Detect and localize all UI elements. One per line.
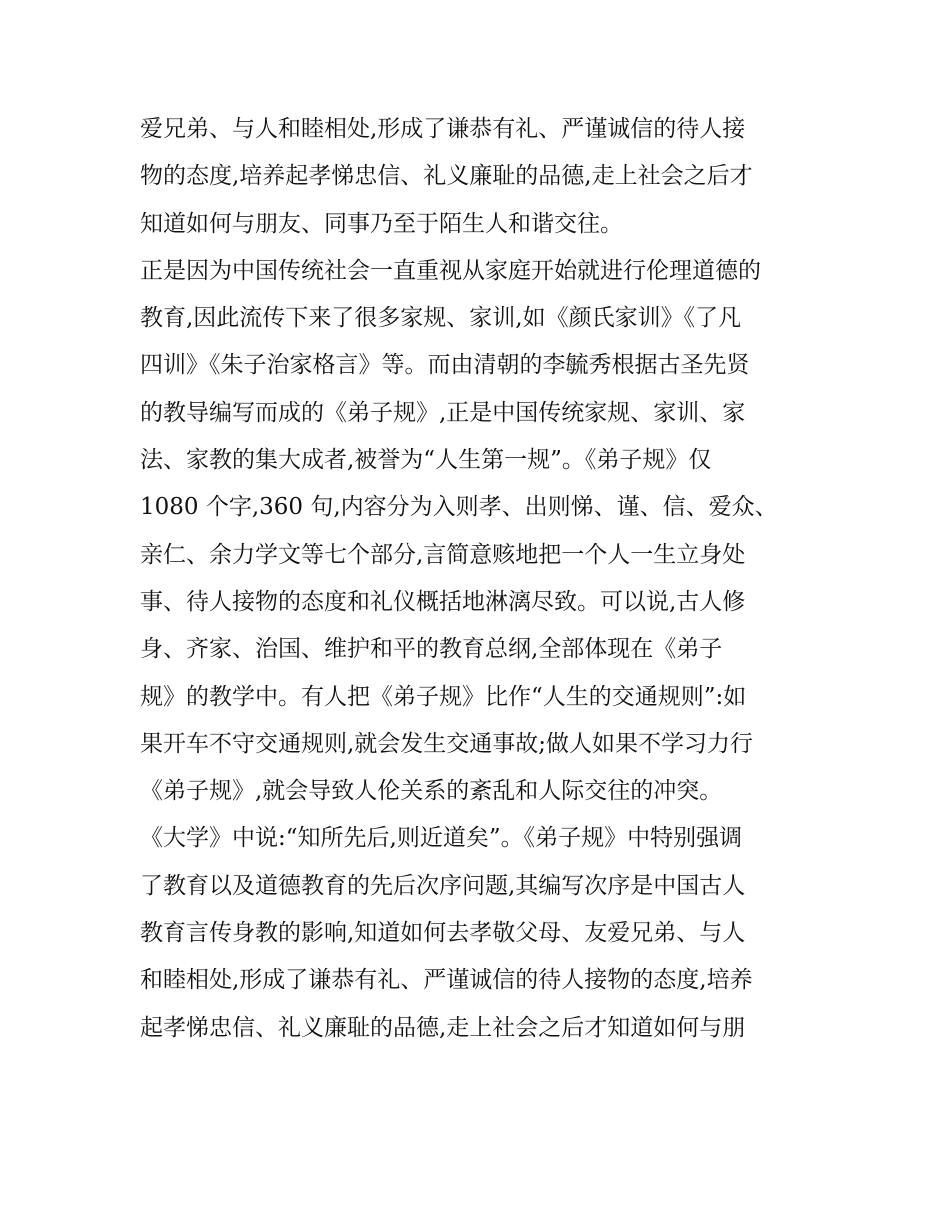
- text-line: 爱兄弟、与人和睦相处,形成了谦恭有礼、严谨诚信的待人接: [140, 116, 746, 142]
- text-line: 1080 个字,360 句,内容分为入则孝、出则悌、谨、信、爱众、: [140, 494, 778, 521]
- text-line: 四训》《朱子治家格言》等。而由清朝的李毓秀根据古圣先贤: [140, 352, 750, 379]
- text-line: 《弟子规》,就会导致人伦关系的紊乱和人际交往的冲突。: [140, 778, 723, 805]
- text-line: 教育言传身教的影响,知道如何去孝敬父母、友爱兄弟、与人: [140, 920, 746, 947]
- text-line: 规》的教学中。有人把《弟子规》比作“人生的交通规则”:如: [140, 683, 747, 710]
- text-line: 了教育以及道德教育的先后次序问题,其编写次序是中国古人: [140, 872, 746, 899]
- text-line: 《大学》中说:“知所先后,则近道矣”。《弟子规》中特别强调: [140, 825, 743, 852]
- text-line: 果开车不守交通规则,就会发生交通事故;做人如果不学习力行: [140, 730, 754, 757]
- text-line: 起孝悌忠信、礼义廉耻的品德,走上社会之后才知道如何与朋: [140, 1014, 746, 1041]
- text-line: 亲仁、余力学文等七个部分,言简意赅地把一个人一生立身处: [140, 541, 746, 568]
- text-line: 的教导编写而成的《弟子规》,正是中国传统家规、家训、家: [140, 399, 746, 426]
- text-line: 物的态度,培养起孝悌忠信、礼义廉耻的品德,走上社会之后才: [140, 163, 753, 190]
- text-line: 法、家教的集大成者,被誉为“人生第一规”。《弟子规》仅: [140, 447, 712, 474]
- text-line: 知道如何与朋友、同事乃至于陌生人和谐交往。: [140, 210, 623, 237]
- text-line: 身、齐家、治国、维护和平的教育总纲,全部体现在《弟子: [140, 636, 723, 663]
- text-line: 教育,因此流传下来了很多家规、家训,如《颜氏家训》《了凡: [140, 305, 742, 332]
- text-line: 事、待人接物的态度和礼仪概括地淋漓尽致。可以说,古人修: [140, 588, 746, 615]
- text-line: 和睦相处,形成了谦恭有礼、严谨诚信的待人接物的态度,培养: [140, 967, 753, 994]
- body-text: [140, 106, 830, 1052]
- text-line: 正是因为中国传统社会一直重视从家庭开始就进行伦理道德的: [140, 257, 761, 284]
